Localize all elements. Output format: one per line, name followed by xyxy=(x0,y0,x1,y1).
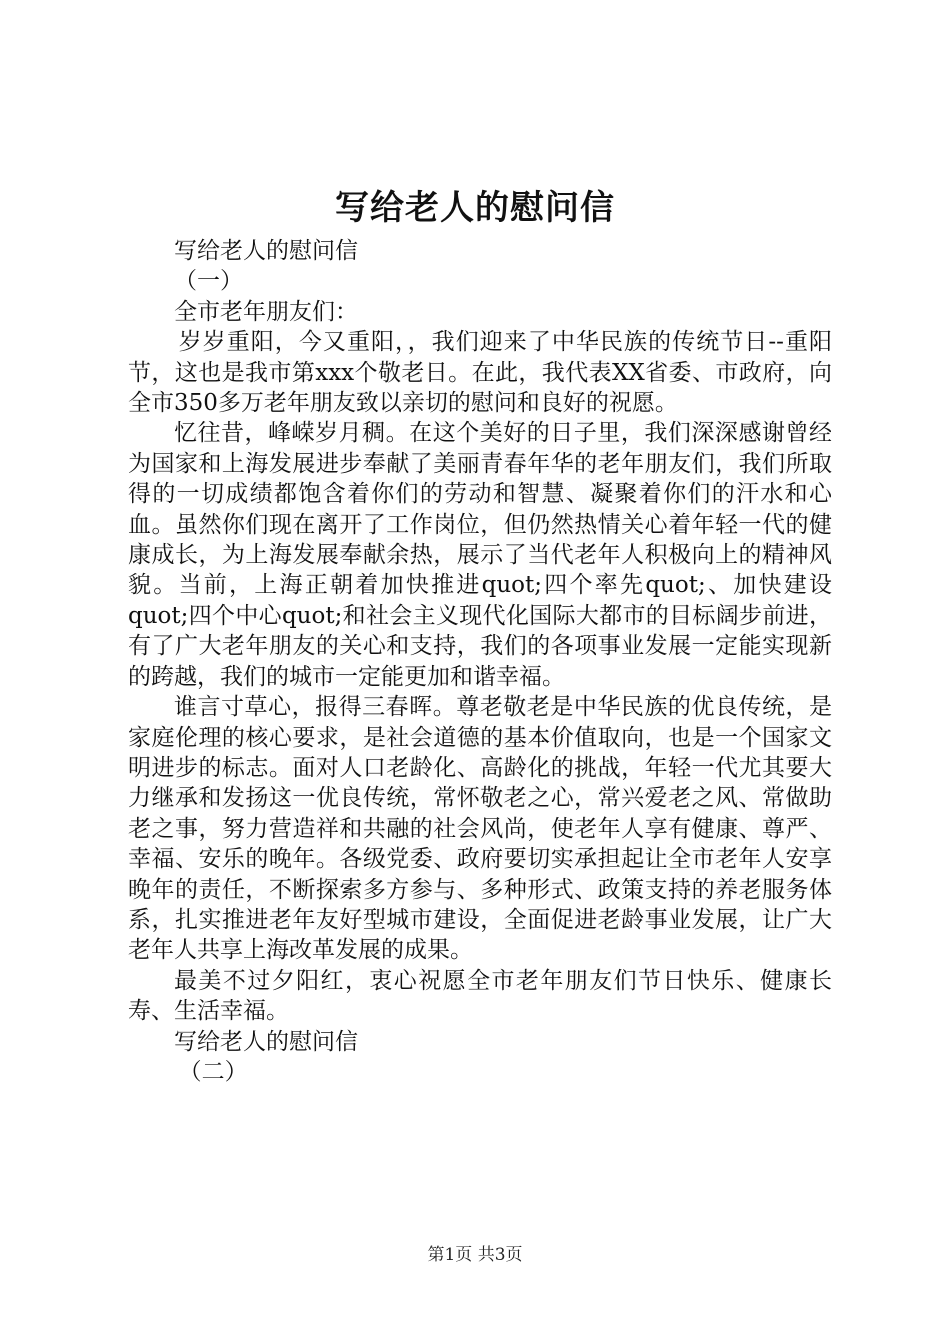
salutation: 全市老年朋友们： xyxy=(174,298,358,325)
document-body xyxy=(128,236,832,1087)
paragraph: 岁岁重阳，今又重阳，，我们迎来了中华民族的传统节日--重阳节，这也是我市第xxx个敬老日。在此，我代表XX省委、市政府，向全市350多万老年朋友致以亲切的慰问和良好的祝愿。 xyxy=(128,329,832,417)
paragraph: 最美不过夕阳红，衷心祝愿全市老年朋友们节日快乐、健康长寿、生活幸福。 xyxy=(128,967,832,1025)
section-number: （二） xyxy=(178,1058,248,1085)
page-footer: 第1页 共3页 xyxy=(427,1245,523,1265)
document-title: 写给老人的慰问信 xyxy=(335,188,615,228)
section-heading: 写给老人的慰问信 xyxy=(174,238,358,264)
paragraph: 谁言寸草心，报得三春晖。尊老敬老是中华民族的优良传统，是家庭伦理的核心要求，是社会道德的基本价值取向，也是一个国家文明进步的标志。面对人口老龄化、高龄化的挑战，年轻一代尤其要大力继承和发扬这一优良传统，常怀敬老之心，常兴爱老之风、常做助老之事，努力营造祥和共融的社会风尚，使老年人享有健康、尊严、幸福、安乐的晚年。各级党委、政府要切实承担起让全市老年人安享晚年的责任，不断探索多方参与、多种形式、政策支持的养老服务体系，扎实推进老年友好型城市建设，全面促进老龄事业发展，让广大老年人共享上海改革发展的成果。 xyxy=(128,694,832,964)
section-heading: 写给老人的慰问信 xyxy=(174,1028,358,1055)
paragraph: 忆往昔，峰嵘岁月稠。在这个美好的日子里，我们深深感谢曾经为国家和上海发展进步奉献了美丽青春年华的老年朋友们，我们所取得的一切成绩都饱含着你们的劳动和智慧、凝聚着你们的汗水和心血。虽然你们现在离开了工作岗位，但仍然热情关心着年轻一代的健康成长，为上海发展奉献余热，展示了当代老年人积极向上的精神风貌。当前，上海正朝着加快推进quot;四个率先quot;、加快建设quot;四个中心quot;和社会主义现代化国际大都市的目标阔步前进，有了广大老年朋友的关心和支持，我们的各项事业发展一定能实现新的跨越，我们的城市一定能更加和谐幸福。 xyxy=(128,420,832,690)
section-number: （一） xyxy=(174,268,243,295)
